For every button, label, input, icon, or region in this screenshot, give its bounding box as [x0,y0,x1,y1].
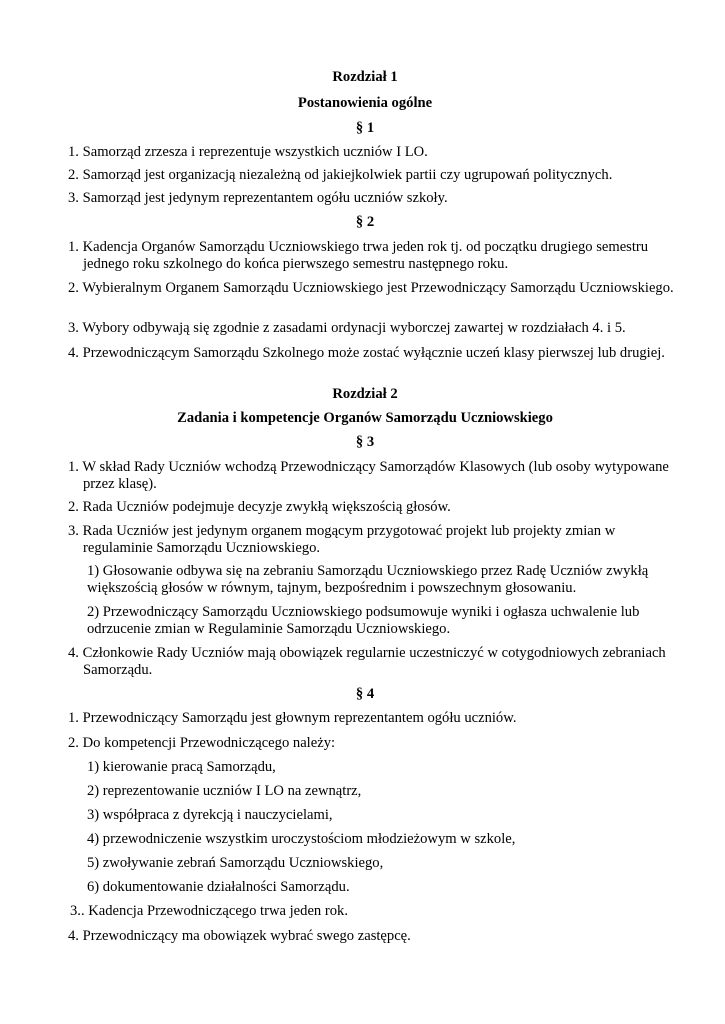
section-4-subitem-3: 3) współpraca z dyrekcją i nauczycielami, [87,807,333,823]
section-2-item-2: 2. Wybieralnym Organem Samorządu Uczniowskiego jest Przewodniczący Samorządu Uczniowskiego. [68,280,674,296]
section-4-subitem-1: 1) kierowanie pracą Samorządu, [87,759,276,775]
section-1-item-3: 3. Samorząd jest jedynym reprezentantem ogółu uczniów szkoły. [68,190,448,206]
section-3-item-1: 1. W skład Rady Uczniów wchodzą Przewodniczący Samorządów Klasowych (lub osoby wytypowane przez klasę). [68,459,669,492]
section-3-subitem-2: 2) Przewodniczący Samorządu Uczniowskiego podsumowuje wyniki i ogłasza uchwalenie lub odrzucenie zmian w Regulaminie Samorządu Uczniowskiego. [87,604,640,637]
section-2-symbol: § 2 [355,214,375,230]
section-3-item-4: 4. Członkowie Rady Uczniów mają obowiązek regularnie uczestniczyć w cotygodniowych zebraniach Samorządu. [68,645,666,678]
section-3-symbol: § 3 [355,434,375,450]
section-4-subitem-2: 2) reprezentowanie uczniów I LO na zewnątrz, [87,783,362,799]
chapter-2-title: Rozdział 2 [332,386,398,402]
section-1-item-1: 1. Samorząd zrzesza i reprezentuje wszystkich uczniów I LO. [68,144,428,160]
section-2-item-4: 4. Przewodniczącym Samorządu Szkolnego może zostać wyłącznie uczeń klasy pierwszej lub drugiej. [68,345,665,361]
section-4-item-3: 3.. Kadencja Przewodniczącego trwa jeden rok. [70,903,348,919]
section-4-subitem-6: 6) dokumentowanie działalności Samorządu. [87,879,350,895]
section-4-subitem-4: 4) przewodniczenie wszystkim uroczystościom młodzieżowym w szkole, [87,831,516,847]
section-4-symbol: § 4 [355,686,375,702]
section-4-subitem-5: 5) zwoływanie zebrań Samorządu Uczniowskiego, [87,855,384,871]
section-1-item-2: 2. Samorząd jest organizacją niezależną od jakiejkolwiek partii czy ugrupowań politycznych. [68,167,613,183]
chapter-2-subtitle: Zadania i kompetencje Organów Samorządu Uczniowskiego [177,410,553,426]
chapter-1-title: Rozdział 1 [332,69,398,85]
section-2-item-3: 3. Wybory odbywają się zgodnie z zasadami ordynacji wyborczej zawartej w rozdziałach 4. i 5. [68,320,626,336]
section-3-subitem-1: 1) Głosowanie odbywa się na zebraniu Samorządu Uczniowskiego przez Radę Uczniów zwykłą większością głosów w równym, tajnym, bezpośrednim i powszechnym głosowaniu. [87,563,649,596]
section-4-item-1: 1. Przewodniczący Samorządu jest głownym reprezentantem ogółu uczniów. [68,710,517,726]
section-1-symbol: § 1 [355,120,375,136]
section-4-item-2: 2. Do kompetencji Przewodniczącego należy: [68,735,336,751]
section-2-item-1: 1. Kadencja Organów Samorządu Uczniowskiego trwa jeden rok tj. od początku drugiego semestru jednego roku szkolnego do końca pierwszego semestru następnego roku. [68,239,649,272]
chapter-1-subtitle: Postanowienia ogólne [297,95,433,111]
section-3-item-2: 2. Rada Uczniów podejmuje decyzje zwykłą większością głosów. [68,499,451,515]
section-3-item-3: 3. Rada Uczniów jest jedynym organem mogącym przygotować projekt lub projekty zmian w regulaminie Samorządu Uczniowskiego. [68,523,616,556]
section-4-item-4: 4. Przewodniczący ma obowiązek wybrać swego zastępcę. [68,928,411,944]
